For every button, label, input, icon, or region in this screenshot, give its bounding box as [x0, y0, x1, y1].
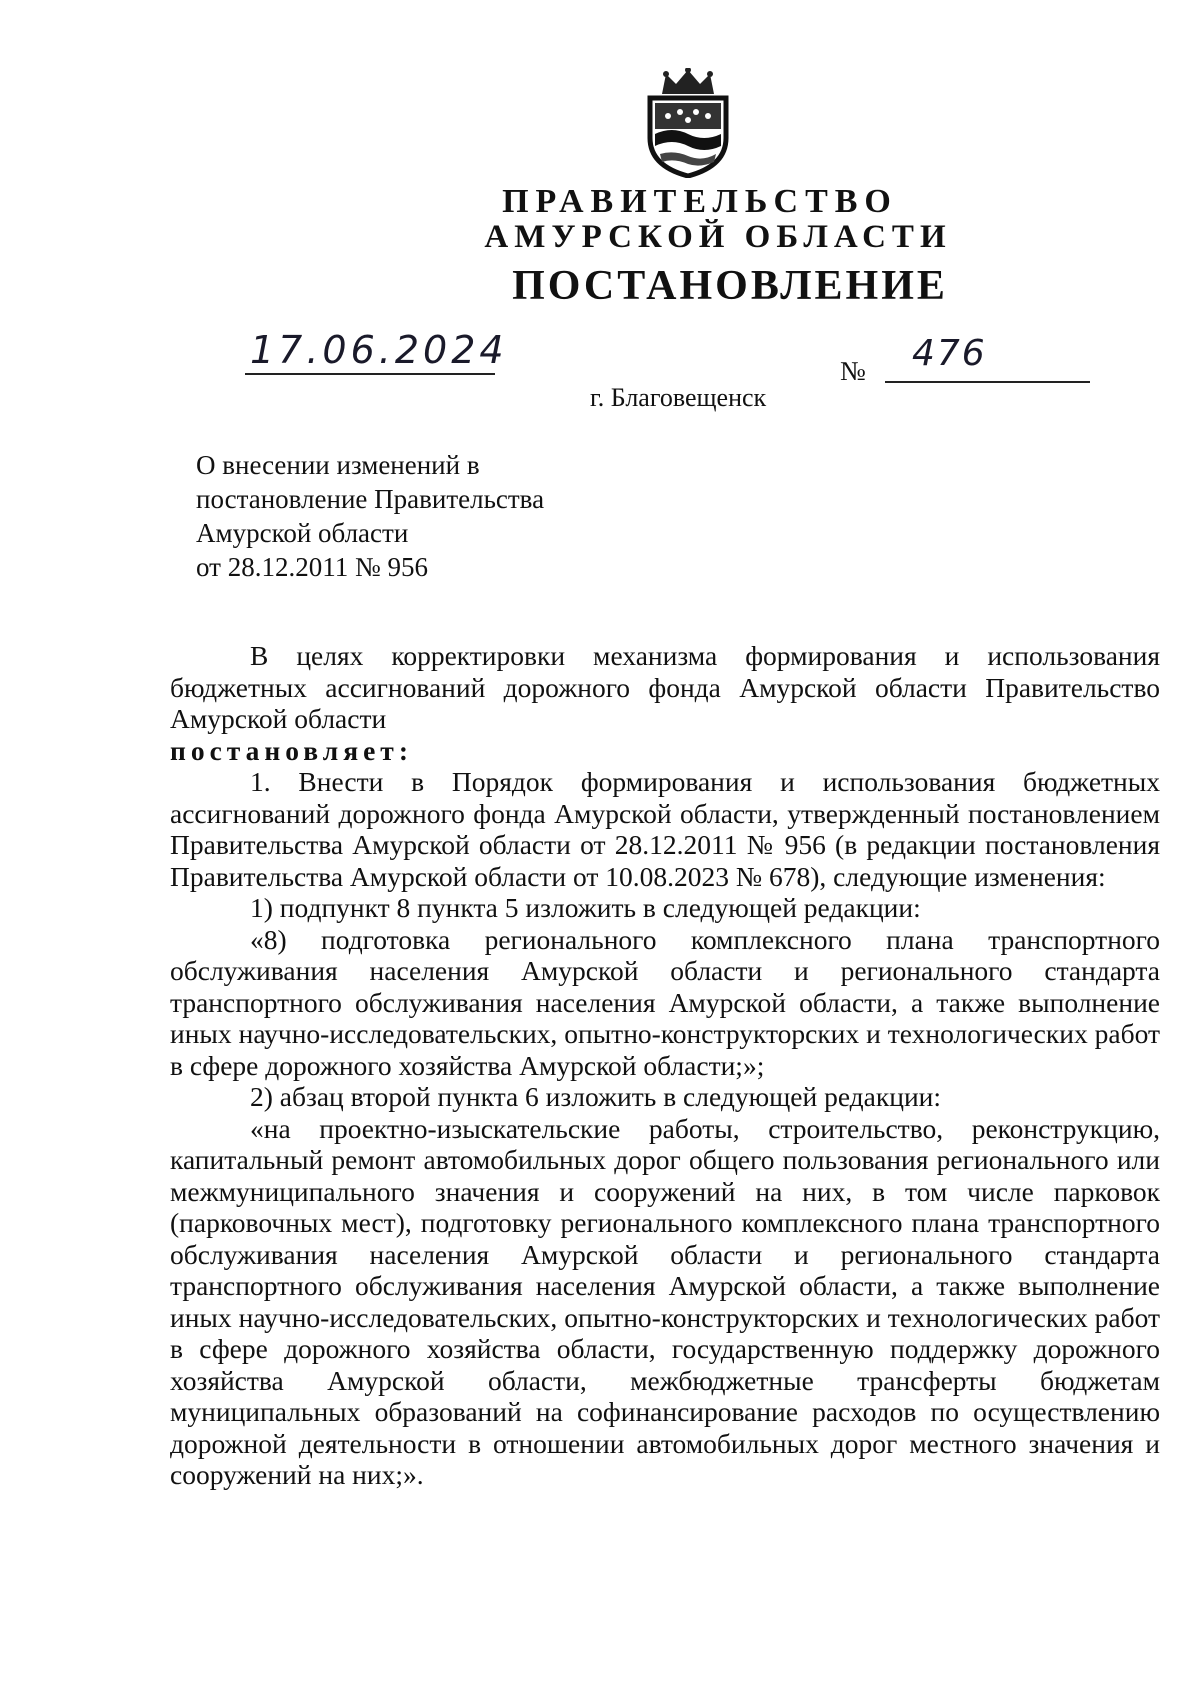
organization-name-line1: ПРАВИТЕЛЬСТВО	[502, 183, 898, 220]
decree-word: постановляет:	[170, 734, 413, 766]
subject-line: от 28.12.2011 № 956	[196, 552, 428, 582]
number-underline	[885, 381, 1090, 383]
subitem-1-heading: 1) подпункт 8 пункта 5 изложить в следующей редакции:	[250, 892, 921, 923]
preamble-paragraph: В целях корректировки механизма формирования и использования бюджетных ассигнований дорожного фонда Амурской области Правительство Амурской области	[170, 640, 1160, 734]
subject-line: Амурской области	[196, 518, 409, 548]
city-name: г. Благовещенск	[590, 383, 767, 412]
handwritten-date: 17.06.2024	[250, 328, 508, 372]
subject-line: постановление Правительства	[196, 484, 545, 514]
coat-of-arms-emblem	[640, 68, 736, 178]
subject-line: О внесении изменений в	[196, 450, 480, 480]
organization-name-line2: АМУРСКОЙ ОБЛАСТИ	[484, 219, 952, 255]
handwritten-document-number: 476	[912, 333, 987, 374]
subitem-2-heading: 2) абзац второй пункта 6 изложить в следующей редакции:	[250, 1081, 942, 1112]
date-underline	[245, 373, 495, 375]
item-1-paragraph: 1. Внести в Порядок формирования и использования бюджетных ассигнований дорожного фонда Амурской области, утвержденный постановлением Правительства Амурской области от 28.12.2011 № 956 (в редакции постановления Правительства Амурской области от 10.08.2023 № 678), следующие изменения:	[170, 766, 1160, 892]
document-body	[170, 640, 1160, 1491]
subitem-1-text: «8) подготовка регионального комплексного плана транспортного обслуживания населения Амурской области и регионального стандарта транспортного обслуживания населения Амурской области, а также выполнение иных научно-исследовательских, опытно-конструкторских и технологических работ в сфере дорожного хозяйства Амурской области;»;	[170, 923, 1160, 1081]
document-type-title: ПОСТАНОВЛЕНИЕ	[512, 263, 948, 309]
subitem-2-text: «на проектно-изыскательские работы, строительство, реконструкцию, капитальный ремонт автомобильных дорог общего пользования регионального или межмуниципального значения и сооружений на них, в том числе парковок (парковочных мест), подготовку регионального комплексного плана транспортного обслуживания населения Амурской области и регионального стандарта транспортного обслуживания населения Амурской области, а также выполнение иных научно-исследовательских, опытно-конструкторских и технологических работ в сфере дорожного хозяйства области, государственную поддержку дорожного хозяйства Амурской области, межбюджетные трансферты бюджетам муниципальных образований на софинансирование расходов по осуществлению дорожной деятельности в отношении автомобильных дорог местного значения и сооружений на них;».	[170, 1112, 1160, 1490]
document-subject	[196, 448, 544, 584]
number-sign: №	[840, 356, 866, 386]
